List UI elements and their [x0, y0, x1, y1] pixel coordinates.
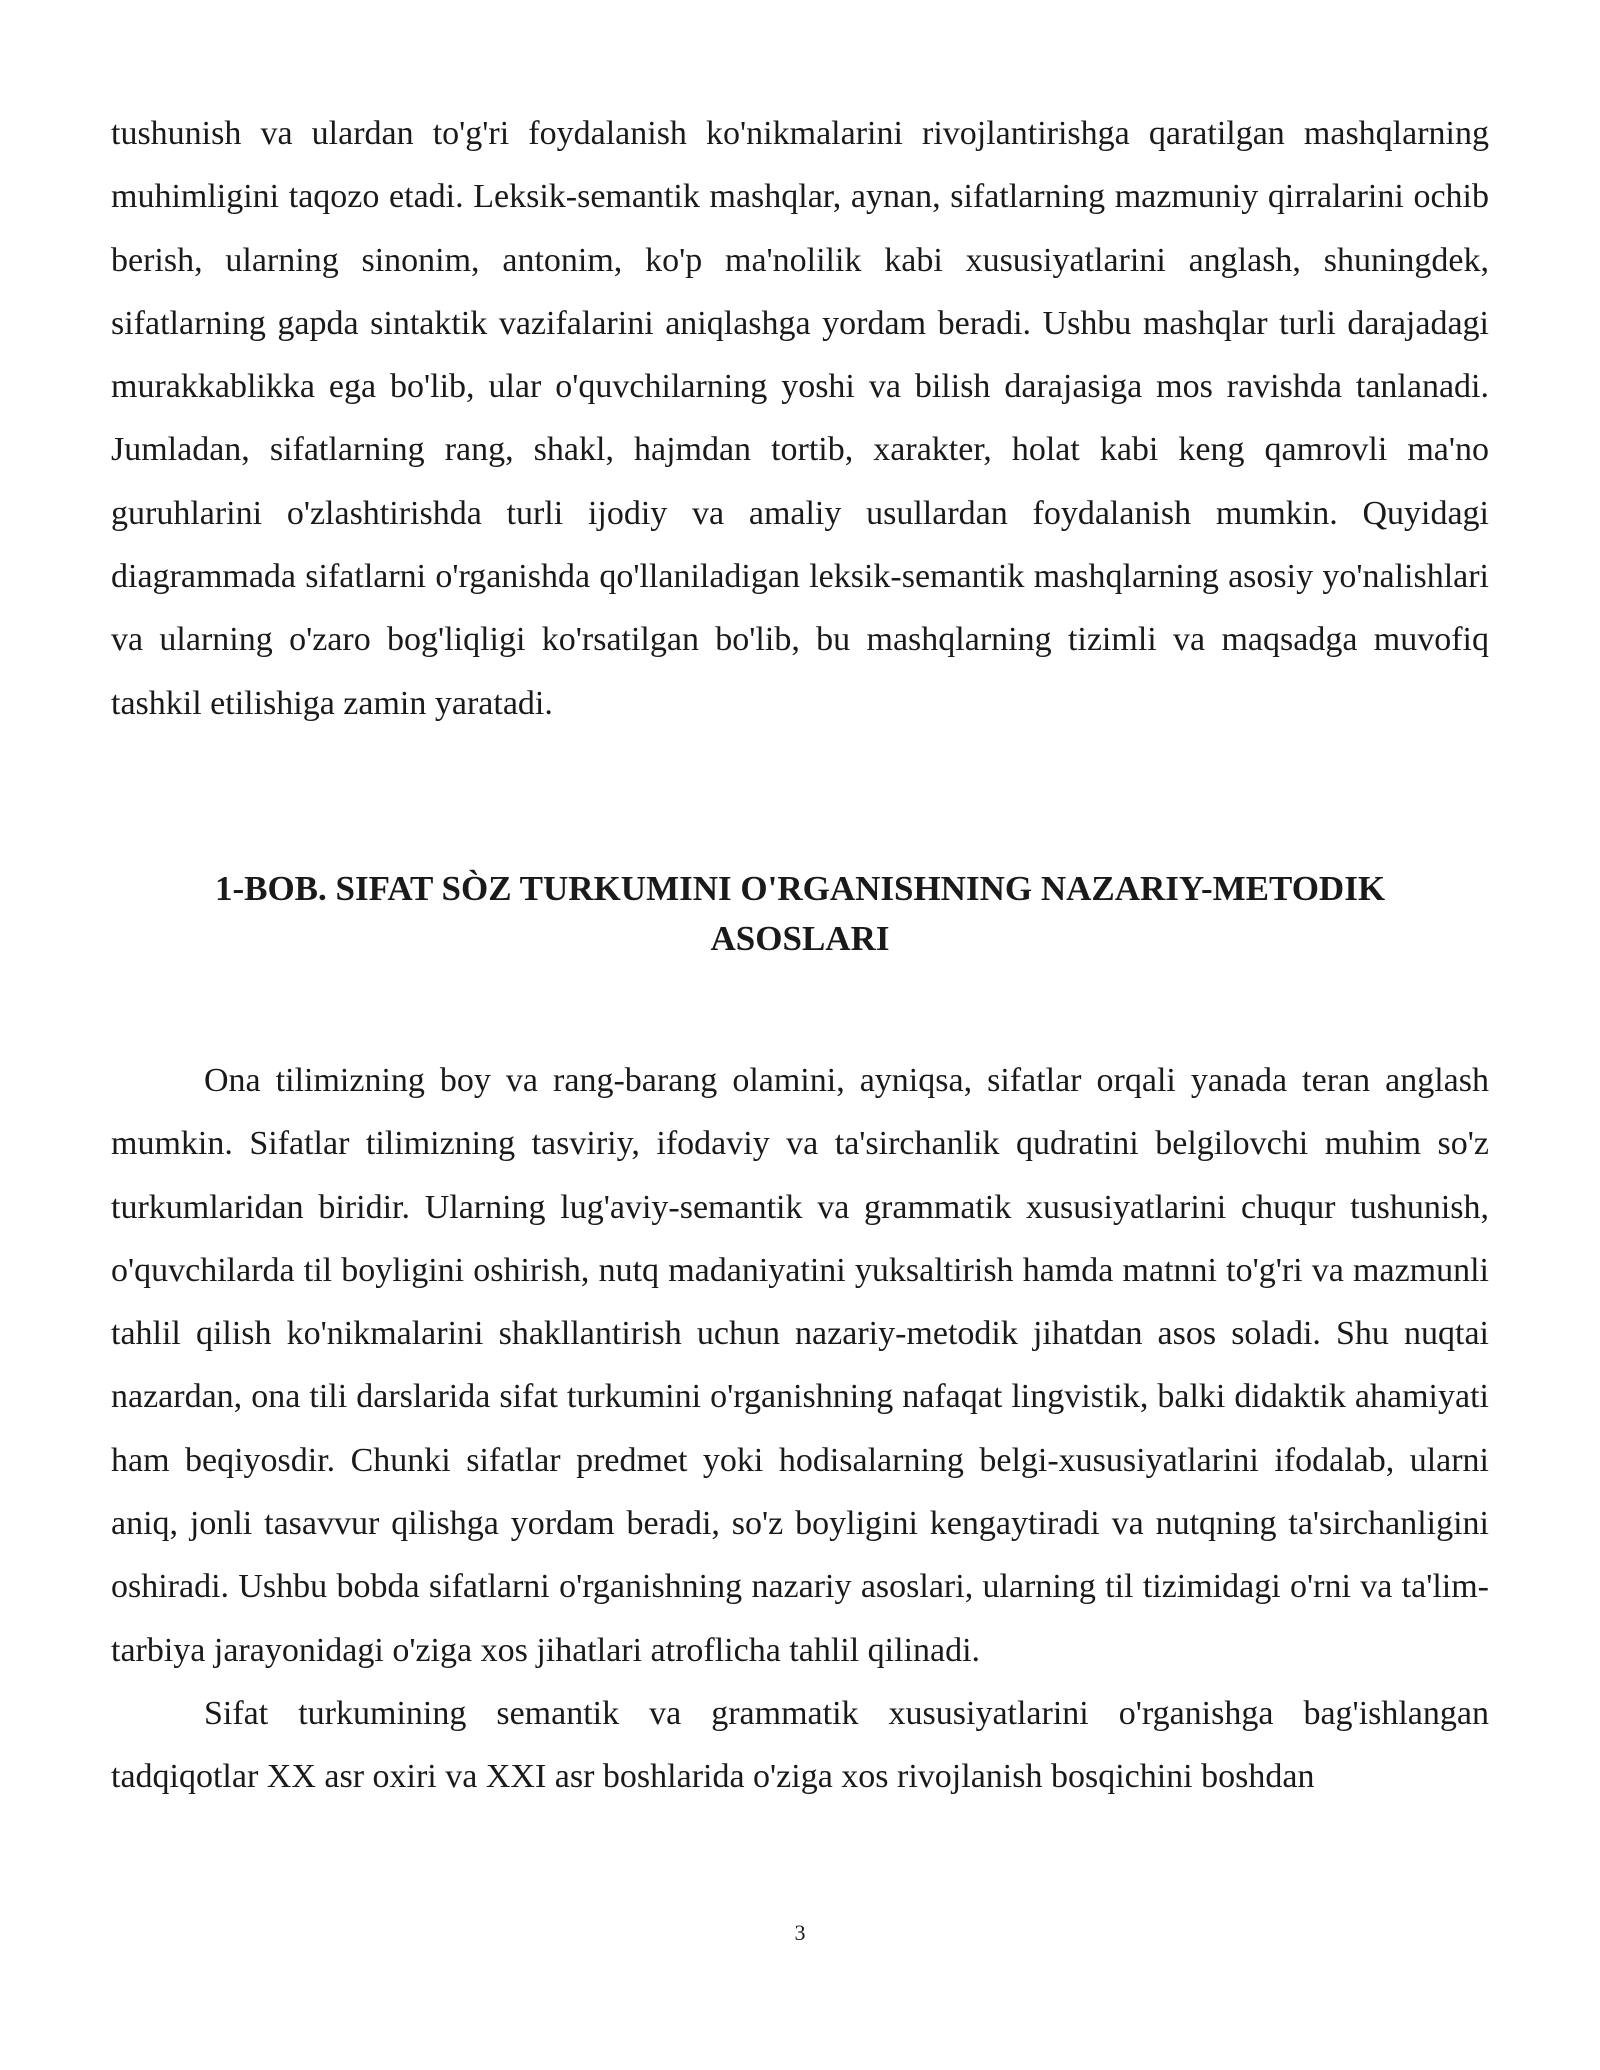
page-number: 3 [794, 1920, 806, 1945]
chapter-heading-line-1: 1-BOB. SIFAT SÒZ TURKUMINI O'RGANISHNING NAZARIY-METODIK [214, 869, 1386, 908]
chapter-body [111, 1049, 1489, 1809]
chapter-heading-line-2: ASOSLARI [710, 919, 890, 958]
chapter-heading [111, 864, 1489, 964]
body-paragraph-2: Sifat turkumining semantik va grammatik xususiyatlarini o'rganishga bag'ishlangan tadqiqotlar XX asr oxiri va XXI asr boshlarida o'ziga xos rivojlanish bosqichini boshdan [111, 1694, 1489, 1796]
body-paragraph-1: Ona tilimizning boy va rang-barang olamini, ayniqsa, sifatlar orqali yanada teran anglash mumkin. Sifatlar tilimizning tasviriy, ifodaviy va ta'sirchanlik qudratini belgilovchi muhim so'z turkumlaridan biridir. Ularning lug'aviy-semantik va grammatik xususiyatlarini chuqur tushunish, o'quvchilarda til boyligini oshirish, nutq madaniyatini yuksaltirish hamda matnni to'g'ri va mazmunli tahlil qilish ko'nikmalarini shakllantirish uchun nazariy-metodik jihatdan asos soladi. Shu nuqtai nazardan, ona tili darslarida sifat turkumini o'rganishning nafaqat lingvistik, balki didaktik ahamiyati ham beqiyosdir. Chunki sifatlar predmet yoki hodisalarning belgi-xususiyatlarini ifodalab, ularni aniq, jonli tasavvur qilishga yordam beradi, so'z boyligini kengaytiradi va nutqning ta'sirchanligini oshiradi. Ushbu bobda sifatlarni o'rganishning nazariy asoslari, ularning til tizimidagi o'rni va ta'lim-tarbiya jarayonidagi o'ziga xos jihatlari atroflicha tahlil qilinadi. [111, 1062, 1489, 1669]
intro-paragraph: tushunish va ulardan to'g'ri foydalanish ko'nikmalarini rivojlantirishga qaratilgan mashqlarning muhimligini taqozo etadi. Leksik-semantik mashqlar, aynan, sifatlarning mazmuniy qirralarini ochib berish, ularning sinonim, antonim, ko'p ma'nolilik kabi xususiyatlarini anglash, shuningdek, sifatlarning gapda sintaktik vazifalarini aniqlashga yordam beradi. Ushbu mashqlar turli darajadagi murakkablikka ega bo'lib, ular o'quvchilarning yoshi va bilish darajasiga mos ravishda tanlanadi. Jumladan, sifatlarning rang, shakl, hajmdan tortib, xarakter, holat kabi keng qamrovli ma'no guruhlarini o'zlashtirishda turli ijodiy va amaliy usullardan foydalanish mumkin. Quyidagi diagrammada sifatlarni o'rganishda qo'llaniladigan leksik-semantik mashqlarning asosiy yo'nalishlari va ularning o'zaro bog'liqligi ko'rsatilgan bo'lib, bu mashqlarning tizimli va maqsadga muvofiq tashkil etilishiga zamin yaratadi. [111, 115, 1489, 722]
